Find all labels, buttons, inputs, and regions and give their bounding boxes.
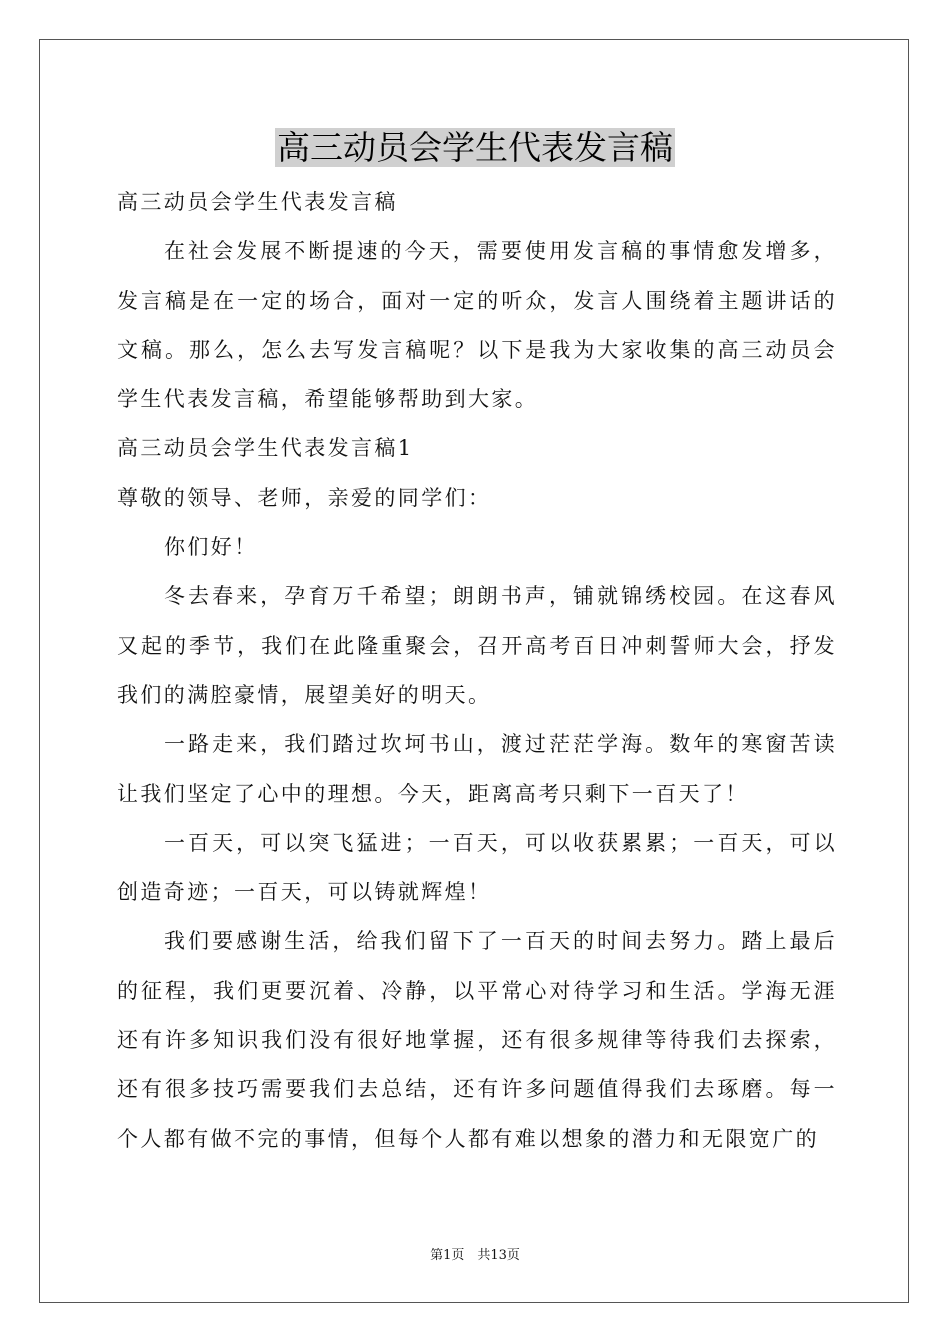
paragraph-subheading: 高三动员会学生代表发言稿1 <box>117 436 414 461</box>
paragraph: 在社会发展不断提速的今天，需要使用发言稿的事情愈发增多，发言稿是在一定的场合，面对一定的听众，发言人围绕着主题讲话的文稿。那么，怎么去写发言稿呢？以下是我为大家收集的高三动员会学生代表发言稿，希望能够帮助到大家。 <box>117 239 837 412</box>
paragraph: 一百天，可以突飞猛进；一百天，可以收获累累；一百天，可以创造奇迹；一百天，可以铸就辉煌！ <box>117 830 837 905</box>
document-body <box>117 178 837 1164</box>
paragraph-heading: 高三动员会学生代表发言稿 <box>117 190 398 214</box>
paragraph: 冬去春来，孕育万千希望；朗朗书声，铺就锦绣校园。在这春风又起的季节，我们在此隆重聚会，召开高考百日冲刺誓师大会，抒发我们的满腔豪情，展望美好的明天。 <box>117 584 837 707</box>
paragraph-salutation: 尊敬的领导、老师，亲爱的同学们： <box>117 485 492 510</box>
paragraph: 一路走来，我们踏过坎坷书山，渡过茫茫学海。数年的寒窗苦读让我们坚定了心中的理想。今天，距离高考只剩下一百天了！ <box>117 732 837 806</box>
document-title <box>0 126 950 170</box>
document-title-text: 高三动员会学生代表发言稿 <box>277 128 673 167</box>
paragraph: 我们要感谢生活，给我们留下了一百天的时间去努力。踏上最后的征程，我们更要沉着、冷静，以平常心对待学习和生活。学海无涯还有许多知识我们没有很好地掌握，还有很多规律等待我们去探索，还有很多技巧需要我们去总结，还有许多问题值得我们去琢磨。每一个人都有做不完的事情，但每个人都有难以想象的潜力和无限宽广的 <box>117 929 837 1151</box>
page-number-footer: 第1页 共13页 <box>430 1248 520 1263</box>
paragraph: 你们好！ <box>164 535 258 560</box>
